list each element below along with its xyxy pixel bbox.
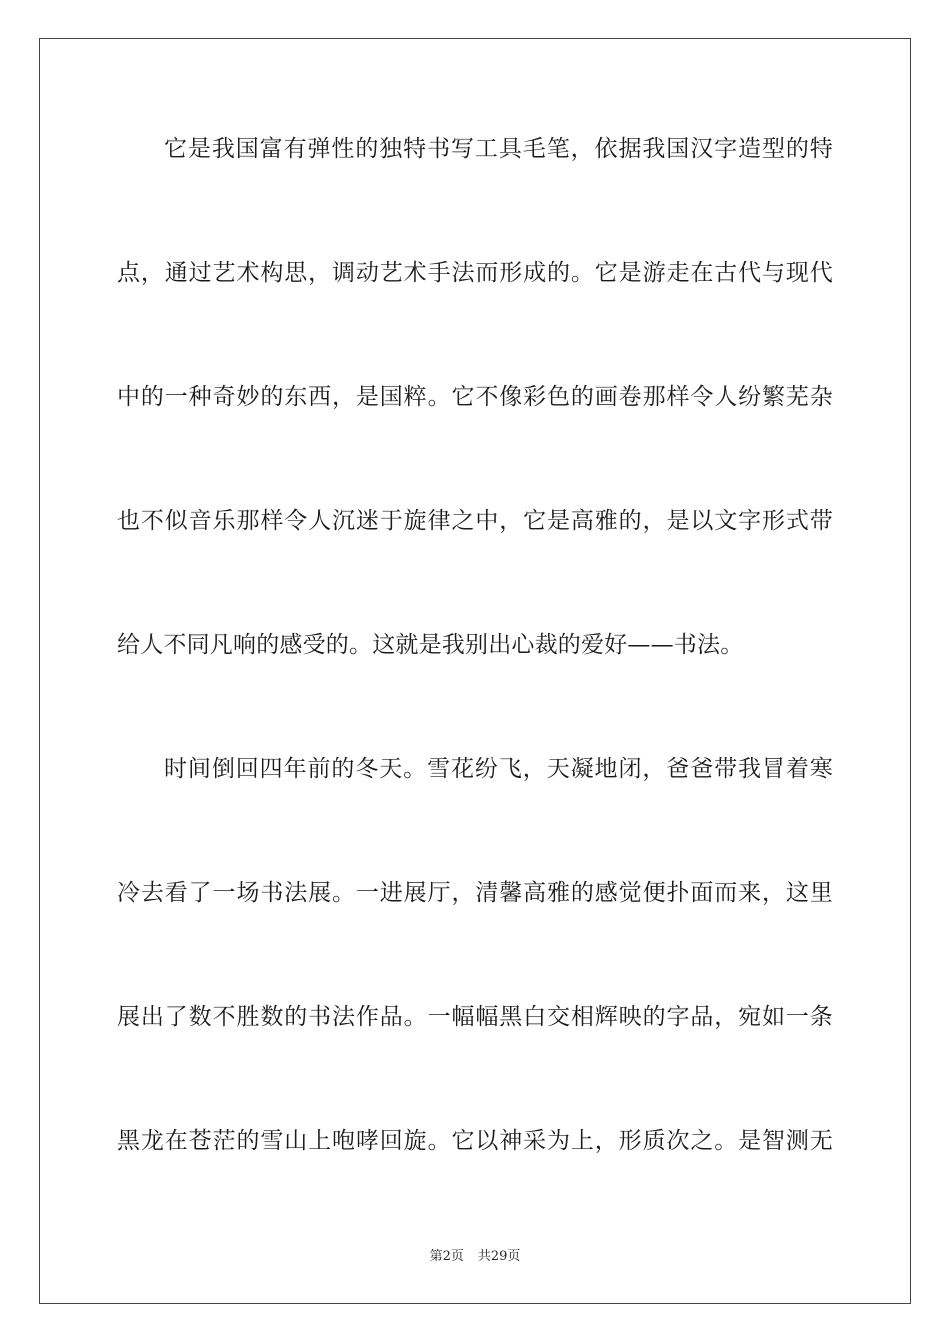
paragraph-2-line-2: 冷去看了一场书法展。一进展厅，清馨高雅的感觉便扑面而来，这里 [117,880,833,906]
page-border [39,38,911,1304]
paragraph-1-line-5: 给人不同凡响的感受的。这就是我别出心裁的爱好——书法。 [117,632,744,658]
paragraph-1-line-1: 它是我国富有弹性的独特书写工具毛笔，依据我国汉字造型的特 [164,136,833,162]
paragraph-1-line-4: 也不似音乐那样令人沉迷于旋律之中，它是高雅的，是以文字形式带 [117,508,833,534]
paragraph-2-line-4: 黑龙在苍茫的雪山上咆哮回旋。它以神采为上，形质次之。是智测无 [117,1128,833,1154]
page-number: 第2页 [429,1249,464,1264]
paragraph-1-line-3: 中的一种奇妙的东西，是国粹。它不像彩色的画卷那样令人纷繁芜杂 [117,384,833,410]
page-footer [0,1248,950,1266]
page-total: 共29页 [477,1249,521,1264]
paragraph-2-line-1: 时间倒回四年前的冬天。雪花纷飞，天凝地闭，爸爸带我冒着寒 [164,756,833,782]
paragraph-2-line-3: 展出了数不胜数的书法作品。一幅幅黑白交相辉映的字品，宛如一条 [117,1004,833,1030]
paragraph-1-line-2: 点，通过艺术构思，调动艺术手法而形成的。它是游走在古代与现代 [117,260,833,286]
